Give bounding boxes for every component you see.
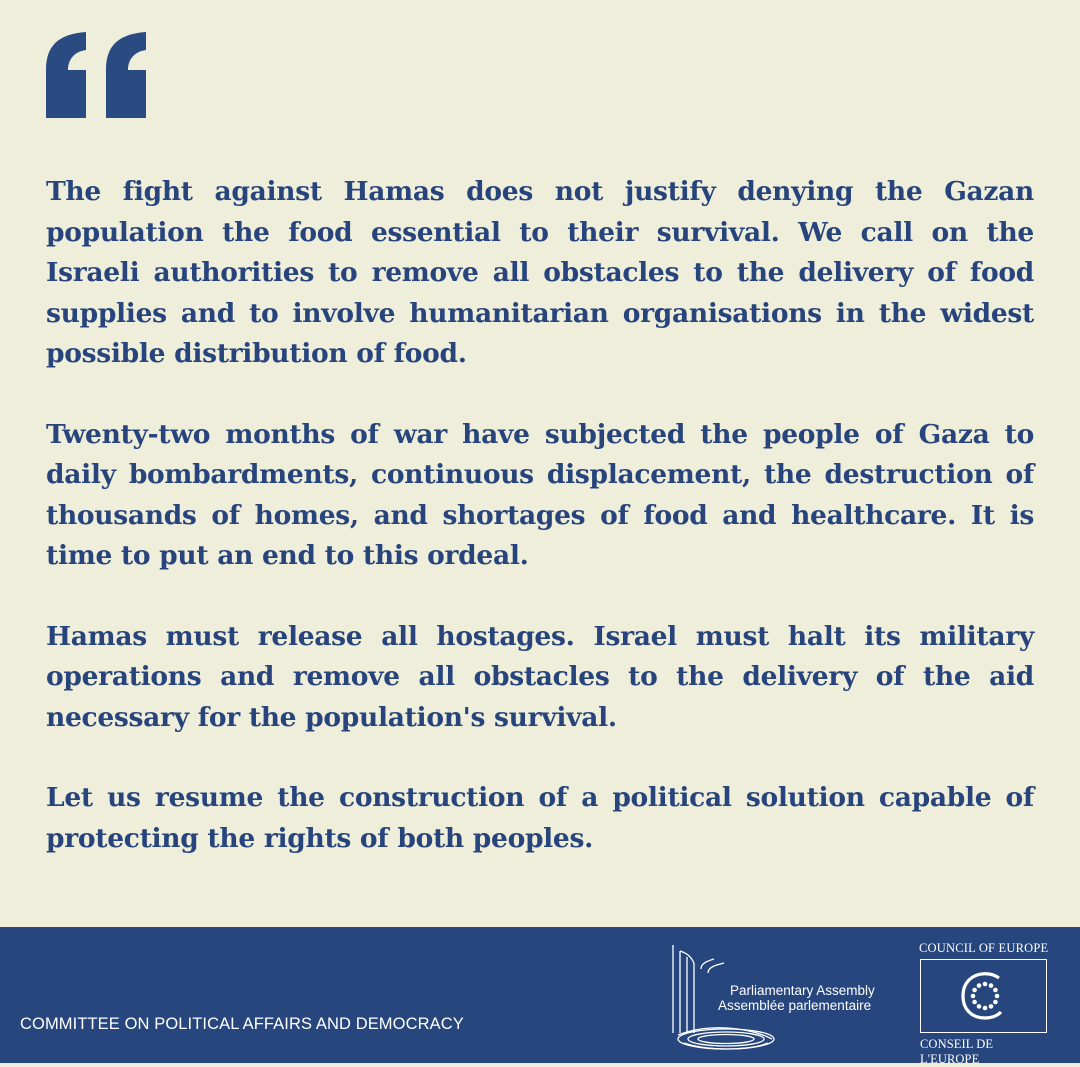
coe-name-english: COUNCIL OF EUROPE bbox=[919, 941, 1049, 955]
committee-name: COMMITTEE ON POLITICAL AFFAIRS AND DEMOCRACY bbox=[20, 1015, 464, 1033]
statement-paragraph-2: Twenty-two months of war have subjected the people of Gaza to daily bombardments, continuous displacement, the destruction of thousands of homes, and shortages of food and healthcare. It is time to put an end to this ordeal. bbox=[46, 418, 1034, 571]
pace-name-english: Parliamentary Assembly bbox=[730, 983, 875, 998]
pace-logo bbox=[668, 943, 898, 1053]
statement-text bbox=[46, 172, 1034, 899]
coe-emblem-frame bbox=[920, 959, 1047, 1033]
statement-paragraph-4: Let us resume the construction of a political solution capable of protecting the rights of both peoples. bbox=[46, 782, 1034, 854]
opening-quote-icon bbox=[44, 30, 152, 120]
coe-logo bbox=[919, 941, 1053, 1066]
coe-name-french: CONSEIL DE L'EUROPE bbox=[920, 1037, 994, 1066]
footer-bar bbox=[0, 927, 1080, 1066]
pace-name bbox=[718, 983, 875, 1013]
pace-name-french: Assemblée parlementaire bbox=[718, 998, 872, 1013]
statement-paragraph-3: Hamas must release all hostages. Israel must halt its military operations and remove all obstacles to the delivery of the aid necessary for the population's survival. bbox=[46, 620, 1034, 733]
statement-paragraph-1: The fight against Hamas does not justify denying the Gazan population the food essential to their survival. We call on the Israeli authorities to remove all obstacles to the delivery of food supplies and to involve humanitarian organisations in the widest possible distribution of food. bbox=[46, 176, 1034, 369]
coe-emblem-icon bbox=[953, 964, 1017, 1028]
